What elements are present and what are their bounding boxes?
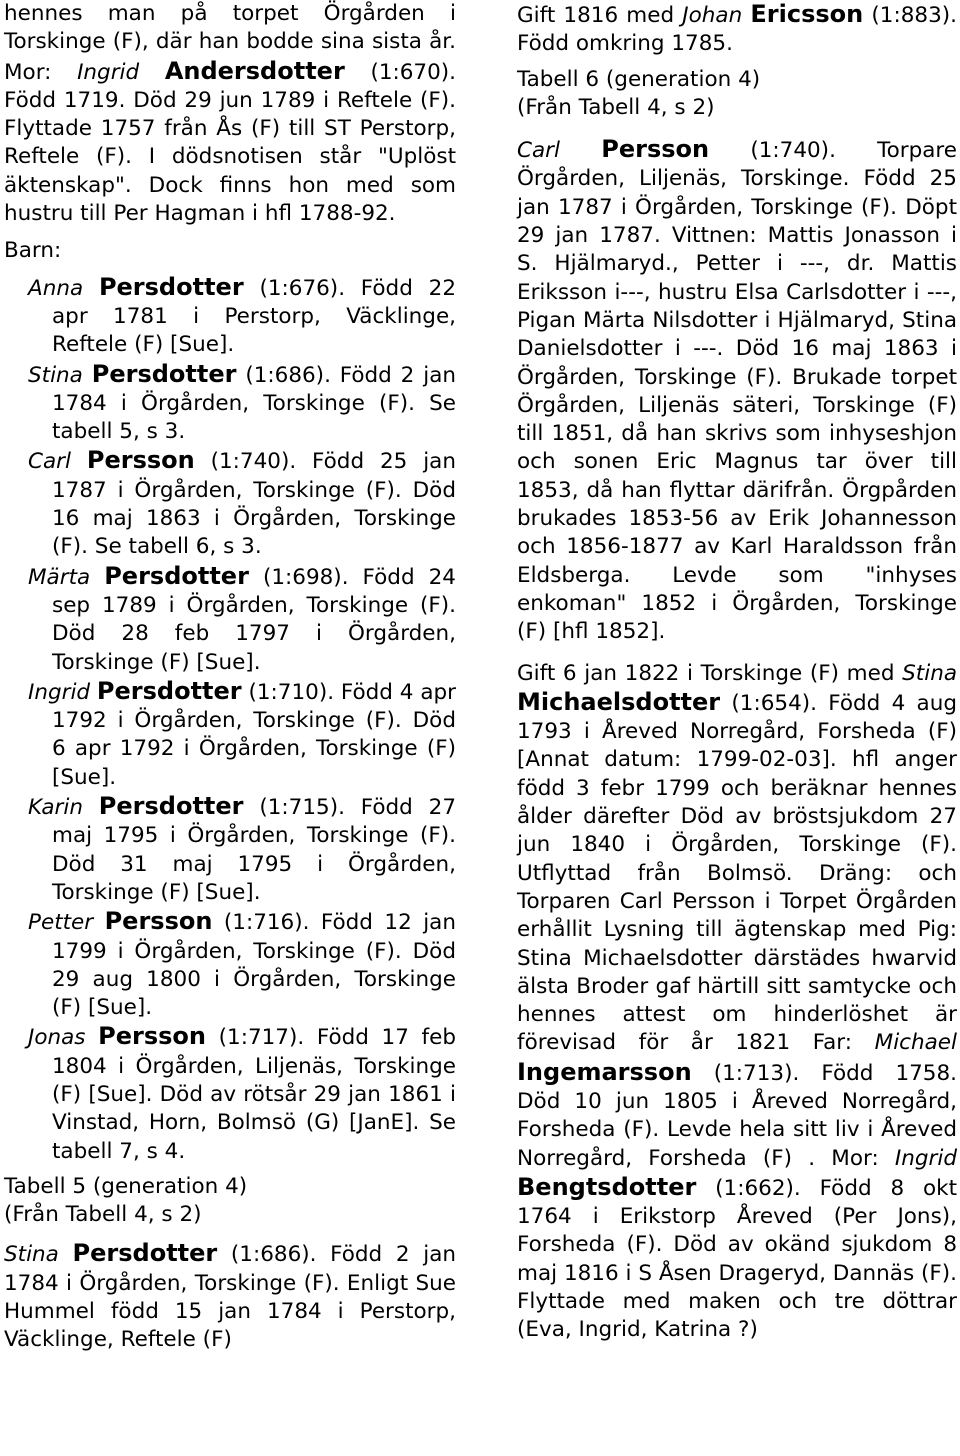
marriage-paragraph-1: [517, 0, 957, 59]
child-entry: [28, 676, 456, 792]
child-given-name: Stina: [28, 362, 83, 388]
gift2-mother-given-name: Ingrid: [894, 1145, 957, 1171]
child-details: (1:676). Född 22 apr 1781 i Perstorp, Väcklinge, Reftele (F) [Sue].: [52, 275, 456, 358]
child-details: (1:740). Född 25 jan 1787 i Örgården, Torskinge (F). Död 16 maj 1863 i Örgården, Torskinge (F). Se tabell 6, s 3.: [52, 449, 456, 560]
child-details: (1:716). Född 12 jan 1799 i Örgården, Torskinge (F). Död 29 aug 1800 i Örgården, Torskinge (F) [Sue].: [52, 910, 456, 1021]
child-details: (1:717). Född 17 feb 1804 i Örgården, Liljenäs, Torskinge (F) [Sue]. Död av rötsår 29 jan 1861 i Vinstad, Horn, Bolmsö (G) [JanE]. Se tabell 7, s 4.: [52, 1025, 456, 1164]
child-given-name: Carl: [28, 449, 71, 475]
child-given-name: Jonas: [28, 1025, 86, 1051]
gift1-surname: Ericsson: [750, 0, 864, 28]
t6-surname: Persson: [601, 135, 710, 164]
child-entry: [28, 561, 456, 677]
gift2-given-name: Stina: [902, 660, 957, 686]
children-label: Barn:: [4, 238, 62, 264]
child-entry: [28, 272, 456, 360]
table6-entry: [517, 135, 957, 646]
gift1-details: (1:883). Född omkring 1785.: [517, 3, 957, 57]
child-surname: Persdotter: [98, 792, 244, 821]
gift2-father-surname: Ingemarsson: [517, 1057, 692, 1086]
marriage-paragraph-2: [517, 660, 957, 1345]
right-column: [517, 0, 957, 1345]
gift1-text: Gift 1816 med: [517, 3, 675, 28]
child-surname: Persson: [86, 446, 195, 475]
child-surname: Persdotter: [91, 359, 237, 388]
child-entry: [28, 907, 456, 1022]
child-given-name: Karin: [28, 795, 83, 821]
t5-given-name: Stina: [4, 1242, 59, 1268]
child-surname: Persdotter: [104, 561, 249, 590]
gift2-details: (1:654). Född 4 aug 1793 i Åreved Norregård, Forsheda (F) [Annat datum: 1799-02-03]. hfl anger född 3 febr 1799 och beräknar hennes ålder därefter Död av bröstsjukdom 27 jun 1840 i Örgården, Torskinge (F). Utflyttad från Bolmsö. Dräng: och Torparen Carl Persson i Torpet Örgården erhållit Lysning till ägtenskap med Pig: Stina Michaelsdotter därstädes hwarvid älsta Broder gaf härtill sitt samtycke och hennes attest om hinderlöshet är förevisad för år 1821 Far:: [517, 690, 957, 1056]
intro-paragraph: [4, 0, 456, 228]
t6-given-name: Carl: [517, 138, 560, 164]
gift1-given-name: Johan: [682, 3, 743, 28]
table6-source: (Från Tabell 4, s 2): [517, 94, 715, 120]
t5-surname: Persdotter: [72, 1239, 218, 1268]
table5-source: (Från Tabell 4, s 2): [4, 1202, 202, 1228]
t6-details: (1:740). Torpare Örgården, Liljenäs, Torskinge. Född 25 jan 1787 i Örgården, Torskinge (F). Döpt 29 jan 1787. Vittnen: Mattis Jonasson i S. Hjälmaryd., Petter i ---, dr. Mattis Eriksson i---, hustru Elsa Carlsdotter i ---, Pigan Märta Nilsdotter i Hjälmaryd, Stina Danielsdotter i ---. Död 16 maj 1863 i Örgården, Torskinge (F). Brukade torpet Örgården, Liljenäs säteri, Torskinge (F) till 1851, då han skrivs som inhyseshjon och sonen Eric Magnus tar över till 1853, då han flyttar därifrån. Örgpården brukades 1853-56 av Erik Johannesson och 1856-1877 av Karl Haraldsson från Eldsberga. Levde som "inhyses enkoman" 1852 i Örgården, Torskinge (F) [hfl 1852].: [517, 138, 958, 645]
child-entry: [28, 1022, 456, 1165]
gift2-text: Gift 6 jan 1822 i Torskinge (F) med: [517, 660, 895, 686]
gift2-mother-surname: Bengtsdotter: [517, 1172, 697, 1201]
child-surname: Persdotter: [98, 272, 244, 301]
child-surname: Persson: [98, 1022, 206, 1051]
child-details: (1:715). Född 27 maj 1795 i Örgården, Torskinge (F). Död 31 maj 1795 i Örgården, Torskinge (F) [Sue].: [52, 795, 456, 905]
table5-entry: [4, 1239, 456, 1354]
child-given-name: Märta: [28, 564, 91, 590]
intro-mother-surname: Andersdotter: [164, 56, 345, 85]
left-column: [4, 0, 456, 1355]
children-list: [4, 273, 456, 1166]
intro-text: hennes man på torpet Örgården i Torskinge (F), där han bodde sina sista år. Mor:: [4, 1, 456, 85]
t5-details: (1:686). Född 2 jan 1784 i Örgården, Torskinge (F). Enligt Sue Hummel född 15 jan 1784 i Perstorp, Väcklinge, Reftele (F): [4, 1242, 456, 1353]
intro-mother-given-name: Ingrid: [77, 59, 140, 85]
child-details: (1:686). Född 2 jan 1784 i Örgården, Torskinge (F). Se tabell 5, s 3.: [52, 362, 456, 445]
child-details: (1:710). Född 4 apr 1792 i Örgården, Torskinge (F). Död 6 apr 1792 i Örgården, Torskinge (F) [Sue].: [52, 679, 456, 790]
gift2-details-continued: (1:713). Född 1758. Död 10 jun 1805 i Åreved Norregård, Forsheda (F). Levde hela sitt liv i Åreved Norregård, Forsheda (F) . Mor:: [517, 1060, 957, 1171]
table5-heading: Tabell 5 (generation 4): [4, 1173, 248, 1199]
gift2-details-end: (1:662). Född 8 okt 1764 i Erikstorp Åreved (Per Jons), Forsheda (F). Död av okänd sjukdom 8 maj 1816 i S Åsen Drageryd, Dannäs (F). Flyttade med maken och tre döttrar (Eva, Ingrid, Katrina ?): [517, 1175, 957, 1343]
gift2-father-given-name: Michael: [874, 1030, 957, 1056]
table6-heading: Tabell 6 (generation 4): [517, 66, 761, 92]
intro-text-continued: (1:670). Född 1719. Död 29 jun 1789 i Reftele (F). Flyttade 1757 från Ås (F) till ST Perstorp, Reftele (F). I dödsnotisen står "Uplöst äktenskap". Dock finns hon med som hustru till Per Hagman i hfl 1788-92.: [4, 59, 457, 227]
child-given-name: Anna: [28, 275, 84, 301]
child-surname: Persson: [104, 907, 213, 936]
child-entry: [28, 359, 456, 447]
gift2-surname: Michaelsdotter: [517, 687, 721, 716]
child-given-name: Petter: [28, 910, 94, 936]
child-details: (1:698). Född 24 sep 1789 i Örgården, Torskinge (F). Död 28 feb 1797 i Örgården, Torskinge (F) [Sue].: [52, 564, 456, 675]
child-entry: [28, 792, 456, 907]
child-entry: [28, 446, 456, 561]
child-surname: Persdotter: [96, 676, 242, 705]
child-given-name: Ingrid: [28, 679, 91, 705]
